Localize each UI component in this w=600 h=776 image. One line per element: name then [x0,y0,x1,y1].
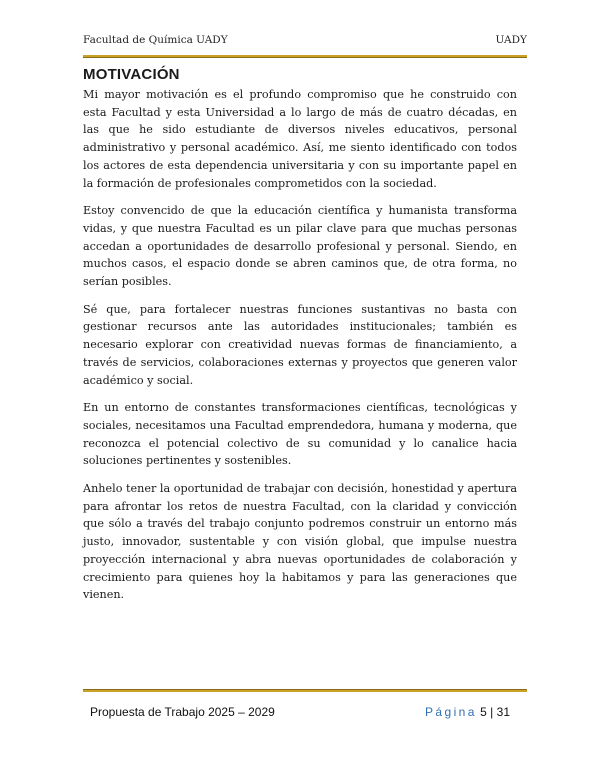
paragraph: Mi mayor motivación es el profundo compromiso que he construido con esta Facultad y esta Universidad a lo largo de más de cuatro décadas, en las que he sido estudiante de diversos niveles educativos, personal administrativo y personal académico. Así, me siento identificado con todos los actores de esta dependencia universitaria y con su importante papel en la formación de profesionales comprometidos con la sociedad. [83,88,517,190]
page-header [83,34,527,50]
header-divider [83,55,527,58]
footer-divider [83,689,527,692]
header-university: UADY [495,34,527,46]
page-number-indicator [425,705,510,719]
section-content [83,66,517,614]
paragraph: Anhelo tener la oportunidad de trabajar con decisión, honestidad y apertura para afrontar los retos de nuestra Facultad, con la claridad y convicción que sólo a través del trabajo conjunto podremos construir un entorno más justo, innovador, sustentable y con visión global, que impulse nuestra proyección internacional y abra nuevas oportunidades de colaboración y crecimiento para quienes hoy la habitamos y para las generaciones que vienen. [83,482,517,602]
paragraph: Estoy convencido de que la educación científica y humanista transforma vidas, y que nuestra Facultad es un pilar clave para que muchas personas accedan a oportunidades de desarrollo profesional y personal. Siendo, en muchos casos, el espacio donde se abren caminos que, de otra forma, no serían posibles. [83,204,517,289]
section-title: MOTIVACIÓN [83,66,180,83]
page-number: 5 [480,705,487,719]
paragraph: Sé que, para fortalecer nuestras funciones sustantivas no basta con gestionar recursos ante las autoridades institucionales; también es necesario explorar con creatividad nuevas formas de financiamiento, a través de servicios, colaboraciones externas y proyectos que generen valor académico y social. [83,302,517,387]
paragraph: En un entorno de constantes transformaciones científicas, tecnológicas y sociales, necesitamos una Facultad emprendedora, humana y moderna, que reconozca el potencial colectivo de su comunidad y lo canalice hacia soluciones pertinentes y sostenibles. [83,401,517,468]
page-separator: | [490,705,494,719]
header-institution: Facultad de Química UADY [83,34,228,46]
total-pages: 31 [496,705,510,719]
footer-document-title: Propuesta de Trabajo 2025 – 2029 [90,705,275,719]
page-footer [90,705,510,721]
page-label: Página [425,705,477,719]
